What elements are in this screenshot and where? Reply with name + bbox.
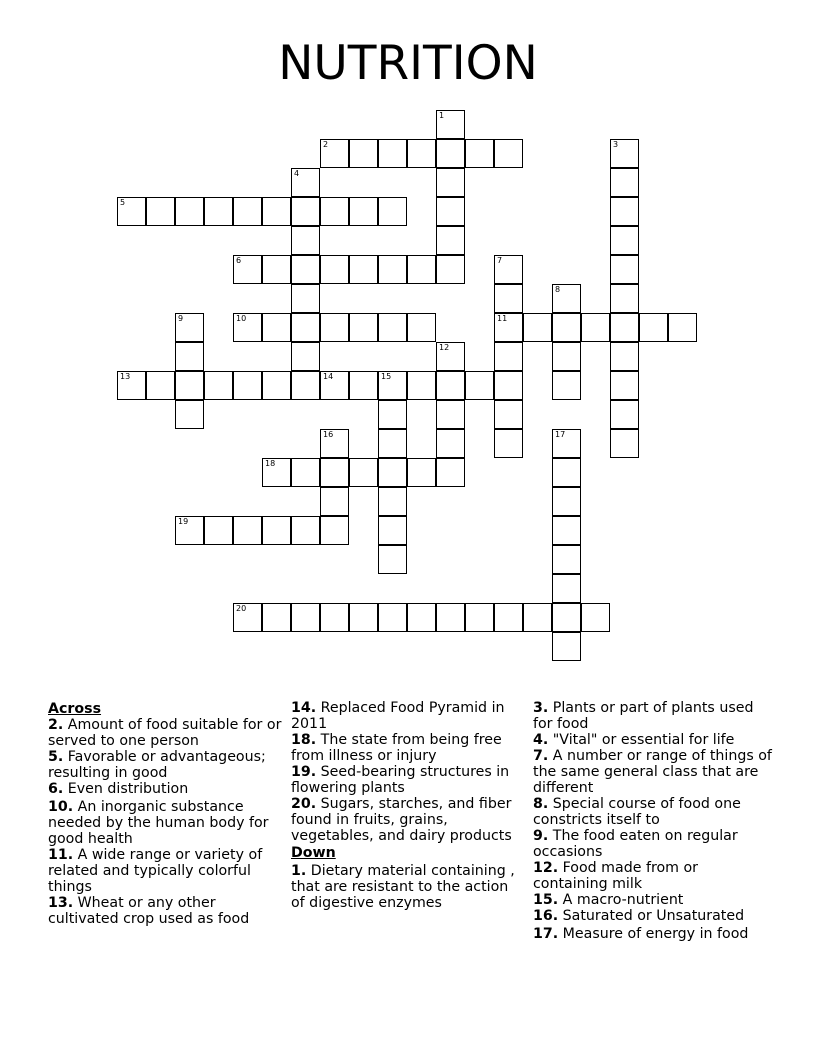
grid-cell[interactable] [407,371,436,400]
grid-cell[interactable] [320,197,349,226]
clue-text: Measure of energy in food [562,926,749,942]
grid-cell[interactable] [494,342,523,371]
clue-number: 8. [533,796,549,812]
grid-cell[interactable] [494,371,523,400]
clue-text: Food made from or containing milk [533,860,698,892]
grid-cell[interactable] [494,603,523,632]
cell-number: 12 [439,343,450,352]
clue-number: 11. [48,847,74,863]
grid-cell[interactable] [552,545,581,574]
clue-text: Replaced Food Pyramid in 2011 [291,700,505,732]
grid-cell[interactable] [581,603,610,632]
grid-cell[interactable] [262,255,291,284]
cell-number: 5 [120,198,126,207]
grid-cell[interactable] [552,487,581,516]
grid-cell[interactable] [262,197,291,226]
grid-cell[interactable] [291,197,320,226]
grid-cell[interactable] [436,168,465,197]
clue-text: Special course of food one constricts itself to [533,796,741,828]
clue-down-7 [533,748,773,796]
grid-cell[interactable] [610,139,639,168]
grid-cell[interactable] [349,255,378,284]
clue-across-13 [48,895,284,927]
clue-number: 9. [533,828,549,844]
grid-cell[interactable] [175,516,204,545]
grid-cell[interactable] [233,371,262,400]
clue-text: Even distribution [67,781,189,797]
grid-cell[interactable] [378,487,407,516]
grid-cell[interactable] [494,429,523,458]
grid-cell[interactable] [378,371,407,400]
grid-cell[interactable] [320,313,349,342]
grid-cell[interactable] [407,313,436,342]
grid-cell[interactable] [262,516,291,545]
grid-cell[interactable] [552,458,581,487]
grid-cell[interactable] [349,197,378,226]
cell-number: 9 [178,314,184,323]
grid-cell[interactable] [378,458,407,487]
grid-cell[interactable] [233,516,262,545]
grid-cell[interactable] [378,197,407,226]
grid-cell[interactable] [436,400,465,429]
grid-cell[interactable] [291,284,320,313]
grid-cell[interactable] [291,371,320,400]
grid-cell[interactable] [291,458,320,487]
grid-cell[interactable] [552,342,581,371]
puzzle-title: NUTRITION [278,36,538,91]
clue-number: 14. [291,700,317,716]
grid-cell[interactable] [407,255,436,284]
cell-number: 3 [613,140,619,149]
grid-cell[interactable] [349,139,378,168]
grid-cell[interactable] [436,139,465,168]
grid-cell[interactable] [320,139,349,168]
clue-text: A wide range or variety of related and typically colorful things [48,847,263,895]
cell-number: 4 [294,169,300,178]
grid-cell[interactable] [494,313,523,342]
grid-cell[interactable] [465,139,494,168]
grid-cell[interactable] [378,139,407,168]
cell-number: 16 [323,430,334,439]
clue-across-5 [48,749,284,781]
clues-column-1 [48,700,284,927]
clue-text: A macro-nutrient [562,892,684,908]
grid-cell[interactable] [552,371,581,400]
grid-cell[interactable] [175,371,204,400]
clue-number: 5. [48,749,64,765]
grid-cell[interactable] [436,603,465,632]
grid-cell[interactable] [552,284,581,313]
grid-cell[interactable] [233,197,262,226]
grid-cell[interactable] [262,371,291,400]
grid-cell[interactable] [523,313,552,342]
clue-number: 10. [48,799,74,815]
clue-across-20 [291,796,523,844]
grid-cell[interactable] [378,516,407,545]
clue-across-6 [48,781,284,797]
grid-cell[interactable] [349,603,378,632]
grid-cell[interactable] [552,603,581,632]
grid-cell[interactable] [146,197,175,226]
clue-text: "Vital" or essential for life [552,732,735,748]
clue-down-4 [533,732,773,748]
grid-cell[interactable] [320,516,349,545]
grid-cell[interactable] [175,342,204,371]
clue-across-10 [48,799,284,847]
grid-cell[interactable] [552,632,581,661]
cell-number: 11 [497,314,508,323]
grid-cell[interactable] [494,284,523,313]
clue-number: 15. [533,892,559,908]
grid-cell[interactable] [291,603,320,632]
clue-number: 6. [48,781,64,797]
clue-number: 7. [533,748,549,764]
grid-cell[interactable] [610,226,639,255]
clue-across-14 [291,700,523,732]
cell-number: 14 [323,372,334,381]
grid-cell[interactable] [436,197,465,226]
grid-cell[interactable] [494,400,523,429]
grid-cell[interactable] [291,226,320,255]
grid-cell[interactable] [523,603,552,632]
grid-cell[interactable] [436,458,465,487]
grid-cell[interactable] [117,197,146,226]
grid-cell[interactable] [204,516,233,545]
grid-cell[interactable] [436,342,465,371]
clue-text: A number or range of things of the same general class that are different [533,748,772,796]
grid-cell[interactable] [436,429,465,458]
cell-number: 13 [120,372,131,381]
clues-column-3 [533,700,773,942]
cell-number: 6 [236,256,242,265]
grid-cell[interactable] [291,255,320,284]
clue-number: 17. [533,926,559,942]
clue-down-8 [533,796,773,828]
grid-cell[interactable] [262,458,291,487]
clue-across-11 [48,847,284,895]
cell-number: 8 [555,285,561,294]
grid-cell[interactable] [552,574,581,603]
clue-across-19 [291,764,523,796]
clue-down-3 [533,700,773,732]
grid-cell[interactable] [175,197,204,226]
clue-number: 20. [291,796,317,812]
clue-down-9 [533,828,773,860]
grid-cell[interactable] [465,371,494,400]
grid-cell[interactable] [378,603,407,632]
grid-cell[interactable] [581,313,610,342]
clue-text: Wheat or any other cultivated crop used as food [48,895,250,927]
clue-down-16 [533,908,773,924]
clue-down-12 [533,860,773,892]
clue-text: Sugars, starches, and fiber found in fruits, grains, vegetables, and dairy products [291,796,512,844]
clue-text: Amount of food suitable for or served to one person [48,717,282,749]
cell-number: 17 [555,430,566,439]
grid-cell[interactable] [668,313,697,342]
grid-cell[interactable] [349,371,378,400]
grid-cell[interactable] [291,313,320,342]
grid-cell[interactable] [436,110,465,139]
clue-across-2 [48,717,284,749]
clue-text: An inorganic substance needed by the human body for good health [48,799,269,847]
clue-number: 13. [48,895,74,911]
grid-cell[interactable] [610,429,639,458]
grid-cell[interactable] [378,313,407,342]
clue-number: 12. [533,860,559,876]
clue-down-1 [291,863,523,911]
grid-cell[interactable] [407,458,436,487]
clue-text: Plants or part of plants used for food [533,700,754,732]
clue-text: Dietary material containing , that are resistant to the action of digestive enzymes [291,863,515,911]
grid-cell[interactable] [610,284,639,313]
grid-cell[interactable] [320,458,349,487]
grid-cell[interactable] [552,313,581,342]
grid-cell[interactable] [175,400,204,429]
cell-number: 10 [236,314,247,323]
clue-number: 19. [291,764,317,780]
grid-cell[interactable] [378,255,407,284]
grid-cell[interactable] [494,139,523,168]
clue-number: 16. [533,908,559,924]
clue-number: 3. [533,700,549,716]
clue-text: Seed-bearing structures in flowering plants [291,764,510,796]
grid-cell[interactable] [610,197,639,226]
clue-text: The food eaten on regular occasions [533,828,738,860]
grid-cell[interactable] [465,603,494,632]
grid-cell[interactable] [349,313,378,342]
grid-cell[interactable] [436,255,465,284]
grid-cell[interactable] [320,487,349,516]
grid-cell[interactable] [407,139,436,168]
grid-cell[interactable] [233,603,262,632]
grid-cell[interactable] [610,313,639,342]
grid-cell[interactable] [639,313,668,342]
grid-cell[interactable] [610,371,639,400]
across-heading: Across [48,701,102,717]
grid-cell[interactable] [262,313,291,342]
clue-across-18 [291,732,523,764]
clue-text: Saturated or Unsaturated [562,908,745,924]
grid-cell[interactable] [291,342,320,371]
grid-cell[interactable] [378,400,407,429]
grid-cell[interactable] [204,197,233,226]
grid-cell[interactable] [291,168,320,197]
grid-cell[interactable] [552,516,581,545]
clue-text: The state from being free from illness or injury [291,732,502,764]
cell-number: 2 [323,140,329,149]
grid-cell[interactable] [407,603,436,632]
clue-number: 2. [48,717,64,733]
grid-cell[interactable] [436,371,465,400]
grid-cell[interactable] [262,603,291,632]
clues-column-2 [291,700,523,911]
grid-cell[interactable] [320,603,349,632]
grid-cell[interactable] [175,313,204,342]
grid-cell[interactable] [349,458,378,487]
clue-number: 1. [291,863,307,879]
grid-cell[interactable] [146,371,175,400]
grid-cell[interactable] [378,429,407,458]
grid-cell[interactable] [436,226,465,255]
grid-cell[interactable] [610,342,639,371]
grid-cell[interactable] [291,516,320,545]
clue-number: 4. [533,732,549,748]
down-heading: Down [291,845,336,861]
grid-cell[interactable] [204,371,233,400]
grid-cell[interactable] [494,255,523,284]
grid-cell[interactable] [610,400,639,429]
clue-number: 18. [291,732,317,748]
grid-cell[interactable] [610,255,639,284]
cell-number: 19 [178,517,189,526]
cell-number: 20 [236,604,247,613]
cell-number: 18 [265,459,276,468]
clue-down-17 [533,926,773,942]
grid-cell[interactable] [378,545,407,574]
grid-cell[interactable] [233,255,262,284]
cell-number: 15 [381,372,392,381]
grid-cell[interactable] [117,371,146,400]
grid-cell[interactable] [320,255,349,284]
clue-down-15 [533,892,773,908]
grid-cell[interactable] [610,168,639,197]
clue-text: Favorable or advantageous; resulting in good [48,749,266,781]
grid-cell[interactable] [320,429,349,458]
cell-number: 1 [439,111,445,120]
cell-number: 7 [497,256,503,265]
grid-cell[interactable] [552,429,581,458]
grid-cell[interactable] [233,313,262,342]
grid-cell[interactable] [320,371,349,400]
